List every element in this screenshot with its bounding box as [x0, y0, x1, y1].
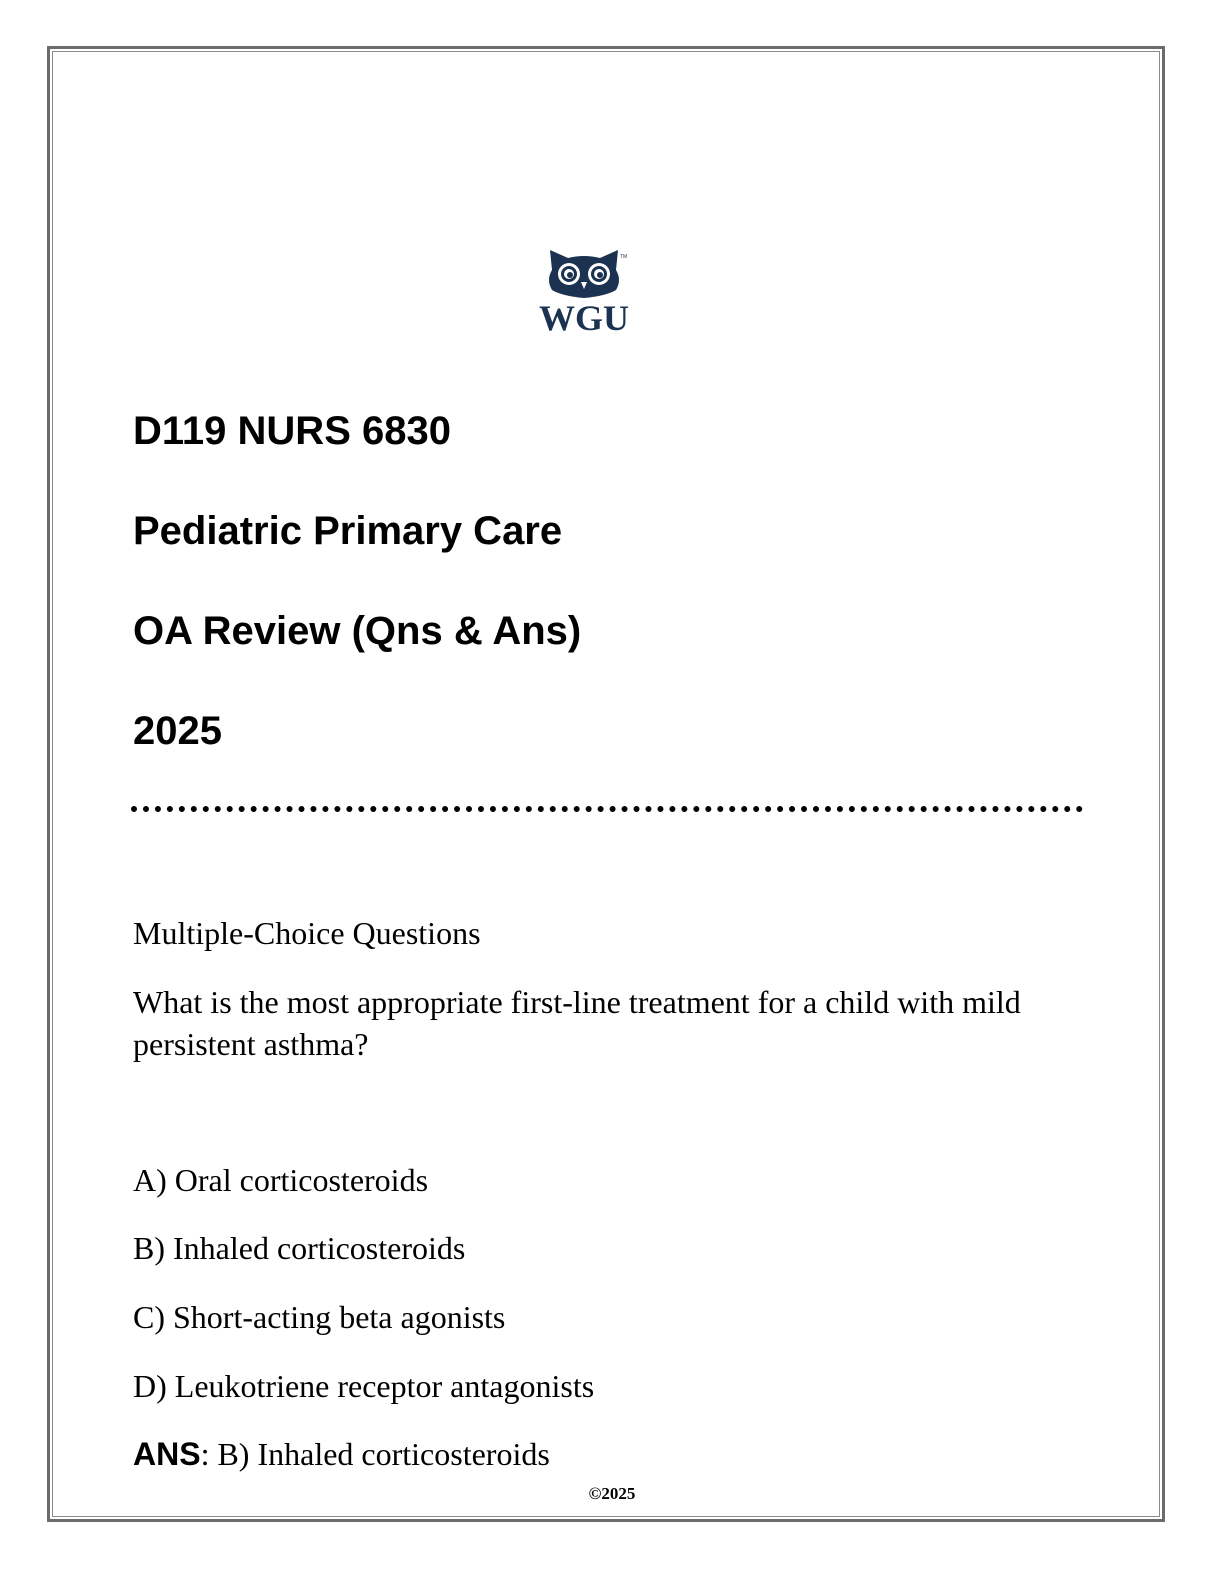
option-a: A) Oral corticosteroids [133, 1162, 429, 1198]
option-d: D) Leukotriene receptor antagonists [133, 1368, 595, 1404]
course-code-heading: D119 NURS 6830 [133, 409, 451, 453]
answer-text: : B) Inhaled corticosteroids [200, 1436, 550, 1472]
option-c: C) Short-acting beta agonists [133, 1299, 506, 1335]
option-b: B) Inhaled corticosteroids [133, 1230, 466, 1266]
course-name-heading: Pediatric Primary Care [133, 509, 563, 553]
answer-label: ANS [133, 1436, 201, 1472]
dotted-divider [131, 806, 1083, 812]
svg-text:TM: TM [620, 254, 628, 260]
copyright-footer: ©2025 [588, 1484, 636, 1503]
wgu-owl-logo [532, 246, 636, 334]
question-text: What is the most appropriate first-line treatment for a child with mild persistent asthma? [133, 984, 1021, 1062]
year-heading: 2025 [133, 709, 222, 753]
section-heading: Multiple-Choice Questions [133, 915, 481, 951]
review-subtitle-heading: OA Review (Qns & Ans) [133, 609, 582, 653]
logo-wordmark: WGU [539, 298, 629, 334]
answer-line [133, 1434, 550, 1474]
